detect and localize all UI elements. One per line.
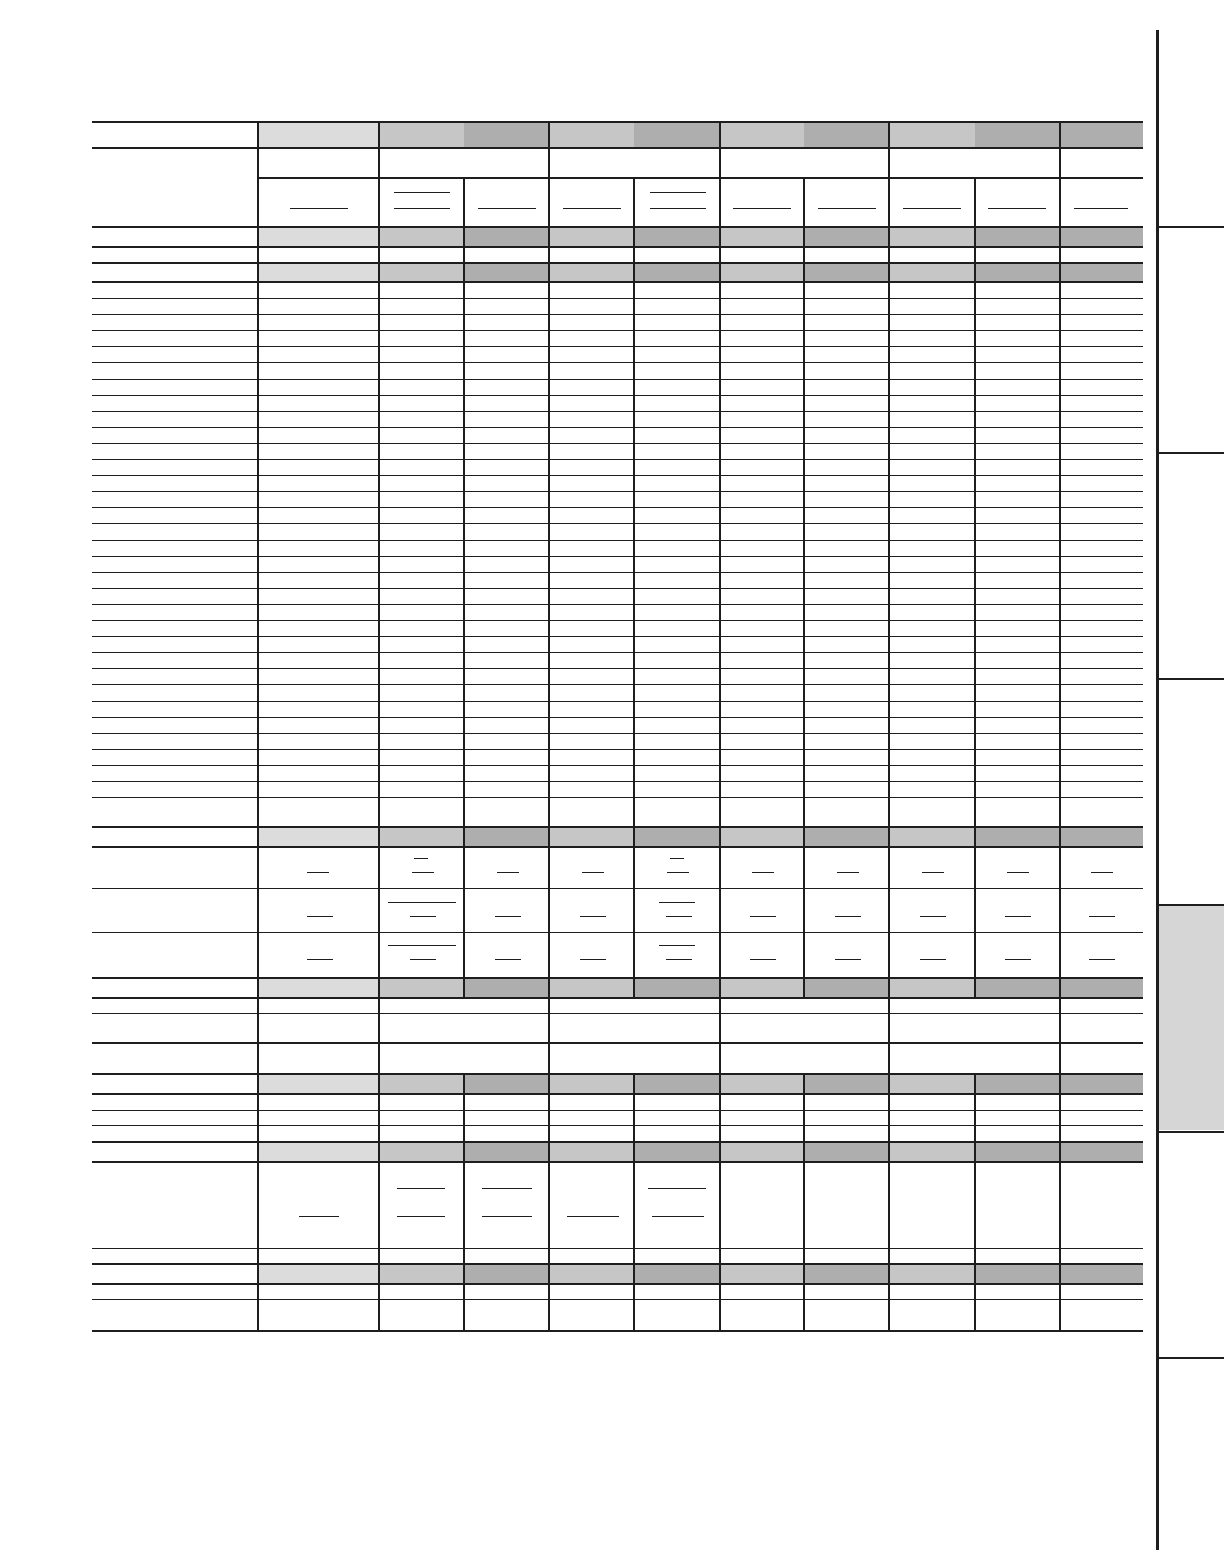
row-rule — [92, 701, 1143, 702]
band-bottom-rule — [92, 1283, 1143, 1285]
row-rule — [92, 540, 1143, 541]
row-rule — [92, 330, 1143, 331]
fill-in-blank-line — [818, 208, 876, 209]
row-rule — [92, 1013, 1143, 1014]
fill-in-blank-line — [1089, 959, 1115, 960]
band-top-rule — [92, 226, 1143, 228]
row-rule — [92, 668, 1143, 669]
row-rule — [92, 733, 1143, 734]
band-cell — [720, 121, 804, 147]
band-cell — [379, 1141, 464, 1161]
band-cell — [464, 977, 549, 997]
fill-in-blank-line — [482, 1216, 532, 1217]
column-rule — [633, 1073, 635, 1330]
band-cell — [804, 977, 889, 997]
band-cell — [889, 121, 975, 147]
fill-in-blank-line — [582, 872, 604, 873]
fill-in-blank-line — [666, 959, 692, 960]
band-cell — [379, 226, 464, 246]
band-cell — [379, 262, 464, 281]
tab-spine — [1156, 30, 1159, 1550]
row-rule — [92, 362, 1143, 363]
row-rule — [92, 379, 1143, 380]
fill-in-blank-line — [835, 959, 861, 960]
band-bottom-rule — [92, 281, 1143, 283]
band-cell — [549, 1263, 634, 1283]
fill-in-blank-line — [1074, 208, 1128, 209]
fill-in-blank-line — [200, 1125, 258, 1126]
tab-divider — [1156, 1357, 1224, 1359]
band-cell — [549, 1073, 634, 1093]
fill-in-blank-line — [567, 1216, 619, 1217]
fill-in-blank-line — [497, 872, 519, 873]
row-rule — [92, 932, 1143, 933]
band-cell — [720, 1141, 804, 1161]
column-rule — [803, 1073, 805, 1330]
fill-in-blank-line — [388, 902, 456, 903]
fill-in-blank-line — [920, 916, 946, 917]
fill-in-blank-line — [1007, 872, 1029, 873]
band-cell — [804, 121, 889, 147]
band-cell — [720, 826, 804, 846]
fill-in-blank-line — [1091, 872, 1113, 873]
band-cell — [549, 121, 634, 147]
band-top-rule — [92, 1073, 1143, 1075]
fill-in-blank-line — [650, 208, 706, 209]
fill-in-blank-line — [410, 959, 436, 960]
fill-in-blank-line — [835, 916, 861, 917]
row-rule — [92, 781, 1143, 782]
band-cell — [464, 1073, 549, 1093]
fill-in-blank-line — [659, 902, 695, 903]
row-rule — [92, 797, 1143, 798]
band-cell — [634, 1263, 720, 1283]
fill-in-blank-line — [394, 192, 450, 193]
band-cell — [258, 262, 379, 281]
band-cell — [889, 1141, 975, 1161]
band-cell — [549, 826, 634, 846]
fill-in-blank-line — [388, 945, 456, 946]
fill-in-blank-line — [670, 858, 684, 859]
row-rule — [92, 765, 1143, 766]
fill-in-blank-line — [397, 1216, 445, 1217]
fill-in-blank-line — [903, 208, 961, 209]
band-cell — [889, 977, 975, 997]
band-cell — [634, 977, 720, 997]
row-rule — [92, 314, 1143, 315]
row-rule — [92, 1248, 1143, 1249]
fill-in-blank-line — [397, 1188, 445, 1189]
column-rule — [719, 121, 721, 1330]
header-rule — [258, 177, 1143, 179]
row-rule — [92, 620, 1143, 621]
column-rule — [463, 1073, 465, 1330]
band-cell — [804, 226, 889, 246]
band-cell — [258, 1141, 379, 1161]
band-cell — [379, 1073, 464, 1093]
row-rule — [92, 346, 1143, 347]
tab-divider — [1156, 1131, 1224, 1133]
row-rule — [92, 459, 1143, 460]
band-bottom-rule — [92, 1093, 1143, 1095]
band-cell — [889, 226, 975, 246]
band-cell — [720, 1263, 804, 1283]
section-rule — [92, 1042, 1143, 1044]
fill-in-blank-line — [307, 872, 329, 873]
fill-in-blank-line — [988, 208, 1046, 209]
band-cell — [804, 1263, 889, 1283]
band-cell — [549, 977, 634, 997]
fill-in-blank-line — [922, 872, 944, 873]
band-cell — [258, 1263, 379, 1283]
band-cell — [258, 226, 379, 246]
band-top-rule — [92, 262, 1143, 264]
fill-in-blank-line — [307, 916, 333, 917]
row-rule — [92, 652, 1143, 653]
row-rule — [92, 572, 1143, 573]
fill-in-blank-line — [495, 916, 521, 917]
band-cell — [634, 226, 720, 246]
fill-in-blank-line — [299, 1216, 339, 1217]
column-rule — [1059, 121, 1061, 1330]
fill-in-blank-line — [659, 945, 695, 946]
band-cell — [258, 1073, 379, 1093]
band-cell — [720, 1073, 804, 1093]
fill-in-blank-line — [1005, 916, 1031, 917]
fill-in-blank-line — [394, 208, 450, 209]
band-bottom-rule — [92, 846, 1143, 848]
row-rule — [92, 507, 1143, 508]
band-cell — [804, 1141, 889, 1161]
fill-in-blank-line — [410, 916, 436, 917]
row-rule — [92, 684, 1143, 685]
column-rule — [803, 177, 805, 997]
band-top-rule — [92, 826, 1143, 828]
band-cell — [804, 262, 889, 281]
band-bottom-rule — [92, 1161, 1143, 1163]
fill-in-blank-line — [1005, 959, 1031, 960]
fill-in-blank-line — [652, 1216, 704, 1217]
column-rule — [463, 177, 465, 997]
row-rule — [92, 636, 1143, 637]
band-top-rule — [92, 1263, 1143, 1265]
column-rule — [548, 121, 550, 1330]
band-cell — [889, 1263, 975, 1283]
fill-in-blank-line — [495, 959, 521, 960]
fill-in-blank-line — [837, 872, 859, 873]
row-rule — [92, 523, 1143, 524]
row-rule — [92, 556, 1143, 557]
band-cell — [379, 121, 464, 147]
column-rule — [974, 1073, 976, 1330]
band-cell — [720, 262, 804, 281]
row-rule — [92, 588, 1143, 589]
fill-in-blank-line — [752, 872, 774, 873]
band-cell — [889, 262, 975, 281]
column-rule — [633, 177, 635, 997]
column-rule — [378, 121, 380, 1330]
band-cell — [379, 1263, 464, 1283]
row-rule — [92, 1299, 1143, 1300]
fill-in-blank-line — [580, 959, 606, 960]
column-rule — [888, 121, 890, 1330]
band-cell — [464, 226, 549, 246]
band-top-rule — [92, 121, 1143, 123]
section-rule — [92, 1330, 1143, 1332]
fill-in-blank-line — [750, 959, 776, 960]
fill-in-blank-line — [648, 1188, 706, 1189]
row-rule — [92, 427, 1143, 428]
band-cell — [634, 826, 720, 846]
band-cell — [634, 1073, 720, 1093]
band-cell — [634, 1141, 720, 1161]
band-cell — [720, 977, 804, 997]
band-cell — [464, 1263, 549, 1283]
band-top-rule — [92, 977, 1143, 979]
band-cell — [549, 262, 634, 281]
band-cell — [889, 826, 975, 846]
band-cell — [549, 1141, 634, 1161]
fill-in-blank-line — [414, 858, 428, 859]
row-rule — [92, 717, 1143, 718]
row-rule — [92, 888, 1143, 889]
band-cell — [464, 1141, 549, 1161]
fill-in-blank-line — [290, 208, 348, 209]
row-rule — [92, 1110, 1143, 1111]
fill-in-blank-line — [666, 916, 692, 917]
header-rule — [258, 147, 1143, 149]
band-cell — [464, 826, 549, 846]
row-rule — [92, 395, 1143, 396]
band-cell — [258, 977, 379, 997]
row-rule — [92, 298, 1143, 299]
row-rule — [92, 411, 1143, 412]
row-rule — [92, 749, 1143, 750]
fill-in-blank-line — [920, 959, 946, 960]
fill-in-blank-line — [580, 916, 606, 917]
fill-in-blank-line — [412, 872, 434, 873]
fill-in-blank-line — [750, 916, 776, 917]
band-cell — [804, 826, 889, 846]
band-cell — [258, 826, 379, 846]
column-rule — [974, 177, 976, 997]
fill-in-blank-line — [650, 192, 706, 193]
band-top-rule — [92, 1141, 1143, 1143]
fill-in-blank-line — [563, 208, 621, 209]
band-cell — [258, 121, 379, 147]
fill-in-blank-line — [307, 959, 333, 960]
tab-divider — [1156, 226, 1224, 228]
band-cell — [549, 226, 634, 246]
band-cell — [804, 1073, 889, 1093]
fill-in-blank-line — [667, 872, 689, 873]
fill-in-blank-line — [1089, 916, 1115, 917]
band-cell — [464, 121, 549, 147]
band-cell — [634, 262, 720, 281]
fill-in-blank-line — [733, 208, 791, 209]
band-cell — [464, 262, 549, 281]
row-rule — [92, 604, 1143, 605]
side-tab-active — [1159, 906, 1224, 1130]
row-rule — [92, 246, 1143, 247]
row-rule — [92, 491, 1143, 492]
band-cell — [634, 121, 720, 147]
band-cell — [379, 826, 464, 846]
band-cell — [379, 977, 464, 997]
fill-in-blank-line — [482, 1188, 532, 1189]
band-bottom-rule — [92, 997, 1143, 999]
tab-divider — [1156, 678, 1224, 680]
band-cell — [720, 226, 804, 246]
row-rule — [92, 443, 1143, 444]
row-rule — [92, 475, 1143, 476]
fill-in-blank-line — [478, 208, 536, 209]
column-rule — [257, 121, 259, 1330]
band-cell — [889, 1073, 975, 1093]
tab-divider — [1156, 452, 1224, 454]
